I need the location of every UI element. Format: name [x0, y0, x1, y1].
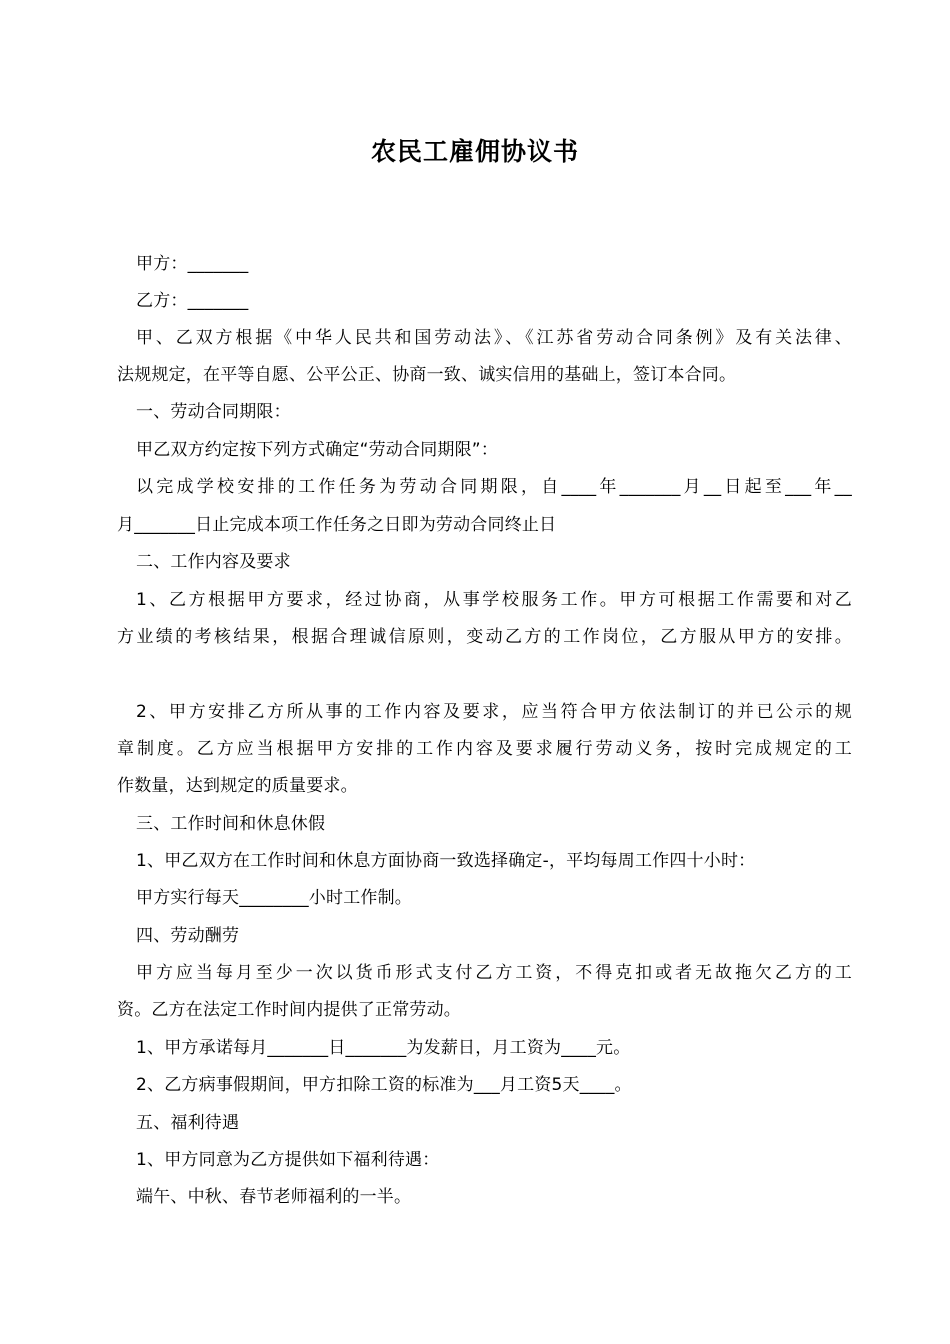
section-5-heading: 五、福利待遇 [136, 1113, 240, 1133]
section-4-item-2: 2、乙方病事假期间，甲方扣除工资的标准为___月工资5天____。 [136, 1075, 632, 1095]
section-1-line-3: 月_______日止完成本项工作任务之日即为劳动合同终止日 [117, 515, 557, 535]
section-4-heading: 四、劳动酬劳 [136, 926, 240, 946]
section-3-line-2: 甲方实行每天________小时工作制。 [136, 888, 412, 908]
section-5-item-1: 1、甲方同意为乙方提供如下福利待遇： [136, 1150, 440, 1170]
party-a-line: 甲方：_______ [136, 254, 249, 274]
party-b-line: 乙方：_______ [136, 291, 249, 311]
section-4-line-2: 资。乙方在法定工作时间内提供了正常劳动。 [117, 1000, 461, 1020]
section-4-line-1: 甲方应当每月至少一次以货币形式支付乙方工资，不得克扣或者无故拖欠乙方的工 [136, 963, 852, 983]
section-4-item-1: 1、甲方承诺每月_______日_______为发薪日，月工资为____元。 [136, 1038, 631, 1058]
section-2-item-1-line-1: 1、乙方根据甲方要求，经过协商，从事学校服务工作。甲方可根据工作需要和对乙 [136, 590, 852, 610]
section-5-line-2: 端午、中秋、春节老师福利的一半。 [136, 1187, 412, 1207]
section-2-item-2-line-1: 2、甲方安排乙方所从事的工作内容及要求，应当符合甲方依法制订的并已公示的规 [136, 702, 852, 722]
section-2-item-2-line-3: 作数量，达到规定的质量要求。 [117, 776, 358, 796]
section-3-heading: 三、工作时间和休息休假 [136, 814, 326, 834]
section-3-item-1: 1、甲乙双方在工作时间和休息方面协商一致选择确定-，平均每周工作四十小时： [136, 851, 756, 871]
section-2-heading: 二、工作内容及要求 [136, 552, 291, 572]
section-1-line-1: 甲乙双方约定按下列方式确定“劳动合同期限”： [136, 440, 499, 460]
section-2-item-2-line-2: 章制度。乙方应当根据甲方安排的工作内容及要求履行劳动义务，按时完成规定的工 [117, 739, 852, 759]
section-2-item-1-line-2: 方业绩的考核结果，根据合理诚信原则，变动乙方的工作岗位，乙方服从甲方的安排。 [117, 627, 852, 647]
document-title: 农民工雇佣协议书 [370, 137, 579, 166]
preamble-line-1: 甲、乙双方根据《中华人民共和国劳动法》、《江苏省劳动合同条例》及有关法律、 [136, 328, 852, 348]
section-1-line-2: 以完成学校安排的工作任务为劳动合同期限，自____年_______月__日起至___年__ [136, 477, 852, 497]
preamble-line-2: 法规规定，在平等自愿、公平公正、协商一致、诚实信用的基础上，签订本合同。 [117, 365, 737, 385]
section-1-heading: 一、劳动合同期限： [136, 402, 291, 422]
